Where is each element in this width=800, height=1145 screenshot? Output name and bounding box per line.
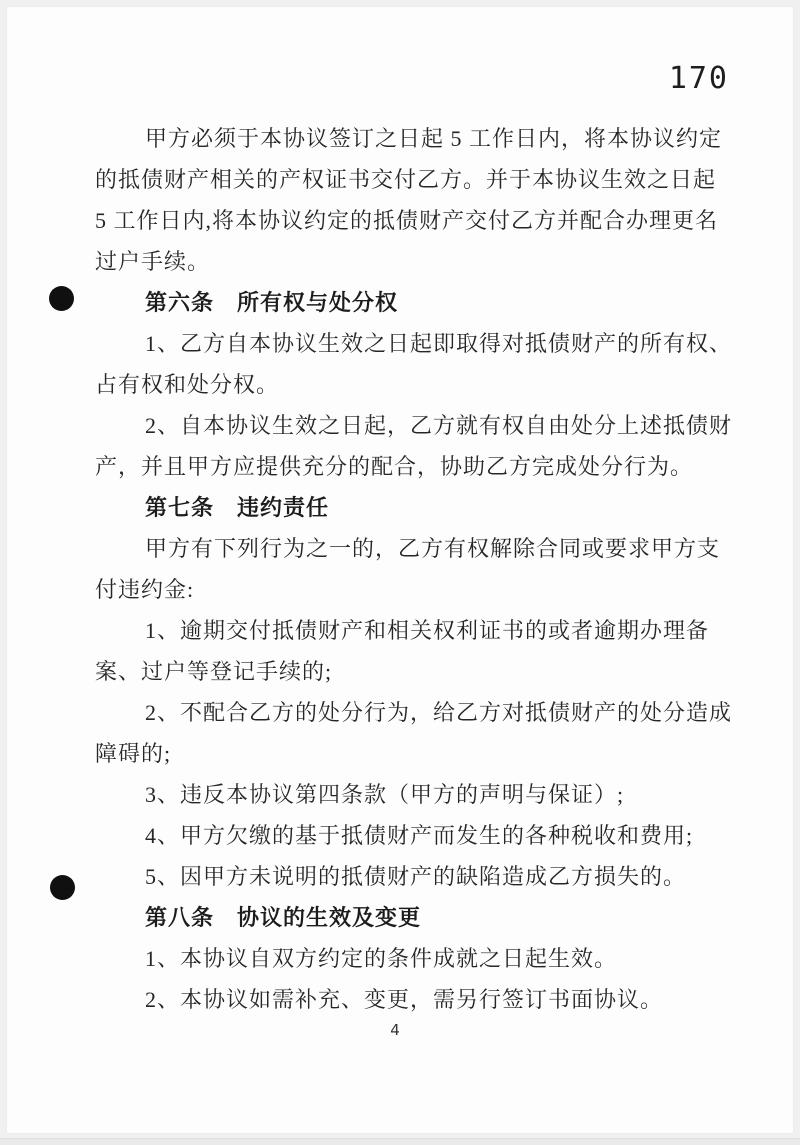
text-line: 占有权和处分权。: [95, 372, 280, 397]
section-heading: [95, 282, 727, 323]
body-paragraph: [95, 118, 727, 282]
text-line: 的抵债财产相关的产权证书交付乙方。并于本协议生效之日起: [95, 167, 717, 192]
body-paragraph: [95, 610, 727, 692]
body-paragraph: [95, 528, 727, 610]
body-paragraph: [95, 774, 727, 815]
text-line: 3、违反本协议第四条款（甲方的声明与保证）;: [145, 782, 625, 807]
document-body: [95, 118, 733, 1020]
body-paragraph: [95, 856, 727, 897]
text-line: 5、因甲方未说明的抵债财产的缺陷造成乙方损失的。: [145, 864, 687, 889]
text-line: 第八条 协议的生效及变更: [145, 905, 422, 930]
text-line: 1、本协议自双方约定的条件成就之日起生效。: [145, 946, 618, 971]
body-paragraph: [95, 979, 727, 1020]
text-line: 产，并且甲方应提供充分的配合，协助乙方完成处分行为。: [95, 454, 694, 479]
text-line: 付违约金:: [95, 577, 195, 602]
page-number-top: 170: [668, 61, 729, 96]
text-line: 4、甲方欠缴的基于抵债财产而发生的各种税收和费用;: [145, 823, 694, 848]
scan-edge-band: [0, 1138, 800, 1145]
text-line: 1、乙方自本协议生效之日起即取得对抵债财产的所有权、: [145, 331, 733, 356]
text-line: 第七条 违约责任: [145, 495, 330, 520]
body-paragraph: [95, 405, 733, 487]
text-line: 1、逾期交付抵债财产和相关权利证书的或者逾期办理备: [145, 618, 710, 643]
body-paragraph: [95, 323, 733, 405]
hole-punch-mark: [50, 875, 75, 900]
text-line: 2、本协议如需补充、变更，需另行签订书面协议。: [145, 987, 664, 1012]
section-heading: [95, 487, 727, 528]
text-line: 第六条 所有权与处分权: [145, 290, 399, 315]
section-heading: [95, 897, 727, 938]
text-line: 案、过户等登记手续的;: [95, 659, 333, 684]
text-line: 甲方必须于本协议签订之日起 5 工作日内，将本协议约定: [145, 126, 723, 151]
text-line: 5 工作日内,将本协议约定的抵债财产交付乙方并配合办理更名: [95, 208, 719, 233]
body-paragraph: [95, 815, 727, 856]
page-number-bottom: 4: [390, 1021, 400, 1039]
text-line: 甲方有下列行为之一的，乙方有权解除合同或要求甲方支: [145, 536, 721, 561]
text-line: 过户手续。: [95, 249, 211, 274]
document-page: [7, 7, 793, 1133]
body-paragraph: [95, 692, 733, 774]
text-line: 障碍的;: [95, 741, 172, 766]
hole-punch-mark: [49, 286, 74, 311]
body-paragraph: [95, 938, 727, 979]
text-line: 2、不配合乙方的处分行为，给乙方对抵债财产的处分造成: [145, 700, 733, 725]
text-line: 2、自本协议生效之日起，乙方就有权自由处分上述抵债财: [145, 413, 733, 438]
